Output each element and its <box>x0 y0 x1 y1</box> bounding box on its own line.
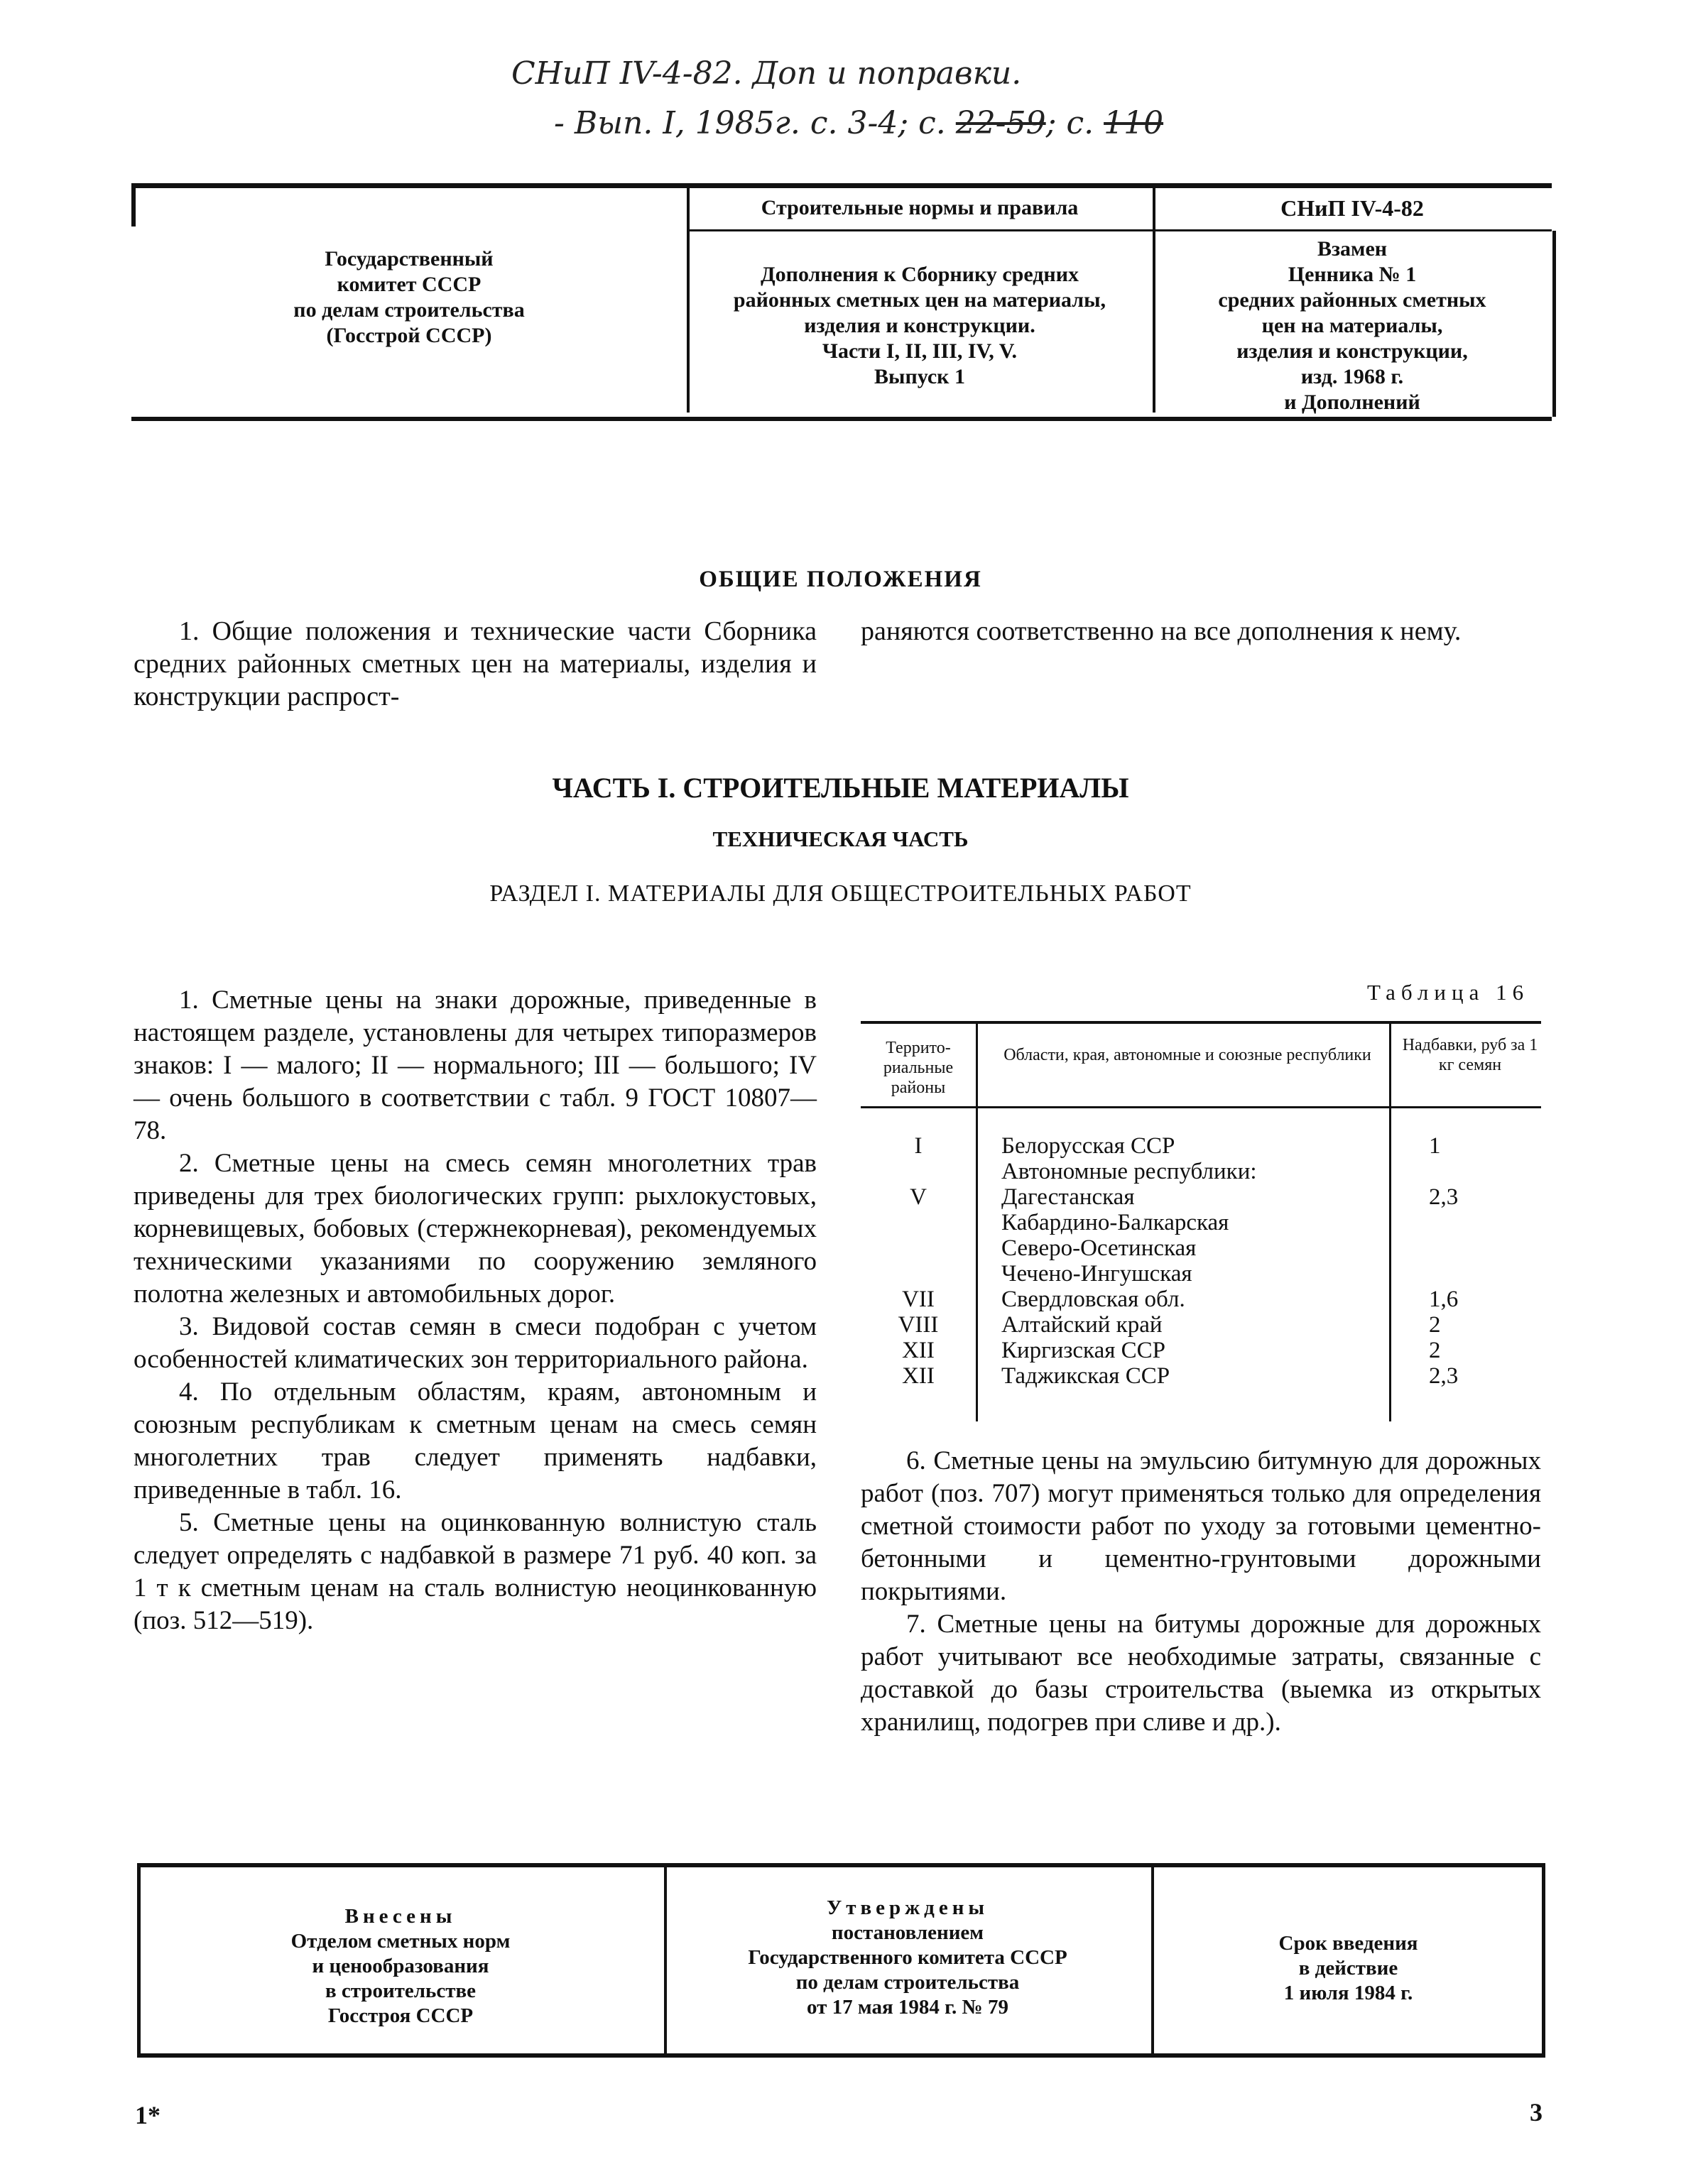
table-cell-name: Киргизская ССР <box>1001 1338 1166 1363</box>
table-cell-name: Чечено-Ингушская <box>1001 1261 1192 1287</box>
tech-heading: ТЕХНИЧЕСКАЯ ЧАСТЬ <box>712 826 969 851</box>
right-column <box>861 1445 1541 1739</box>
table-cell-name: Автономные республики: <box>1001 1159 1257 1184</box>
general-text-right: раняются соответственно на все дополнения к нему. <box>861 616 1462 646</box>
table-cell-name: Таджикская ССР <box>1001 1363 1170 1389</box>
table-cell-name: Белорусская ССР <box>1001 1133 1175 1159</box>
table-cell-region: VII <box>902 1287 935 1312</box>
paragraph-1: 1. Сметные цены на знаки дорожные, приведенные в настоящем разделе, установлены для четырех типоразмеров знаков: I — малого; II — нормального; III — большого; IV — очень большого в соответствии с табл. 9 ГОСТ 10807—78. <box>134 985 817 1145</box>
handwritten-note-line1: СНиП IV-4-82. Доп и поправки. <box>511 55 1022 92</box>
introduced-by: Внесены Отделом сметных норм и ценообразования в строительстве Госстроя СССР <box>290 1905 511 2027</box>
paragraph-3: 3. Видовой состав семян в смеси подобран с учетом особенностей климатических зон территориального района. <box>134 1312 817 1374</box>
section-heading: РАЗДЕЛ I. МАТЕРИАЛЫ ДЛЯ ОБЩЕСТРОИТЕЛЬНЫХ РАБОТ <box>489 880 1192 907</box>
handwritten-note-line2: - Вып. I, 1985г. с. 3-4; с. 22-59; с. 110 <box>554 105 1164 141</box>
paragraph-5: 5. Сметные цены на оцинкованную волнистую сталь следует определять с надбавкой в размере 71 руб. 40 коп. за 1 т к сметным ценам на сталь волнистую неоцинкованную (поз. 512—519). <box>134 1508 817 1635</box>
replaces-note: Взамен Ценника № 1 средних районных сметных цен на материалы, изделия и конструкции, изд. 1968 г. и Дополнений <box>1218 237 1486 414</box>
table-cell-region: XII <box>902 1363 935 1389</box>
table-header-name: Области, края, автономные и союзные республики <box>1003 1046 1371 1064</box>
table-header-region: Террито-риальные районы <box>883 1039 954 1097</box>
table-cell-name: Алтайский край <box>1001 1312 1163 1338</box>
table-cell-value: 2,3 <box>1429 1184 1459 1210</box>
table-cell-region: V <box>910 1184 927 1210</box>
table-cell-value: 1 <box>1429 1133 1441 1159</box>
footer-table <box>137 1863 1545 2058</box>
table-cell-value: 1,6 <box>1429 1287 1459 1312</box>
page-number: 3 <box>1530 2098 1543 2126</box>
effective-date: Срок введения в действие 1 июля 1984 г. <box>1278 1932 1418 2004</box>
general-heading: ОБЩИЕ ПОЛОЖЕНИЯ <box>699 567 982 592</box>
table-cell-value: 2,3 <box>1429 1363 1459 1389</box>
document-type: Строительные нормы и правила <box>761 196 1079 219</box>
left-column <box>134 984 817 1637</box>
issuing-authority: Государственный комитет СССР по делам строительства (Госстрой СССР) <box>293 247 525 347</box>
paragraph-6: 6. Сметные цены на эмульсию битумную для дорожных работ (поз. 707) могут применяться только для определения сметной стоимости работ по уходу за готовыми цементно-бетонными и цементно-грунтовыми дорожными покрытиями. <box>861 1446 1541 1606</box>
table-cell-value: 2 <box>1429 1312 1441 1338</box>
table-caption: Таблица 16 <box>1367 980 1530 1005</box>
paragraph-2: 2. Сметные цены на смесь семян многолетних трав приведены для трех биологических групп: рыхлокустовых, корневищевых, бобовых (стержнекорневая), рекомендуемых техническими указаниями по сооружению земляного полотна железных и автомобильных дорог. <box>134 1149 817 1309</box>
table-cell-name: Свердловская обл. <box>1001 1287 1185 1312</box>
document-code: СНиП IV-4-82 <box>1280 195 1424 221</box>
table-cell-value: 2 <box>1429 1338 1441 1363</box>
table-cell-name: Кабардино-Балкарская <box>1001 1210 1229 1235</box>
general-text-left: 1. Общие положения и технические части Сборника средних районных сметных цен на материалы, изделия и конструкции распрост- <box>134 616 817 711</box>
table-cell-name: Северо-Осетинская <box>1001 1235 1197 1261</box>
table-cell-region: I <box>914 1133 923 1159</box>
part-title: ЧАСТЬ I. СТРОИТЕЛЬНЫЕ МАТЕРИАЛЫ <box>552 772 1129 804</box>
table-16 <box>861 1021 1541 1421</box>
sheet-signature: 1* <box>135 2101 161 2129</box>
table-cell-name: Дагестанская <box>1001 1184 1135 1210</box>
paragraph-7: 7. Сметные цены на битумы дорожные для дорожных работ учитывают все необходимые затраты, связанные с доставкой до базы строительства (выемка из открытых хранилищ, подогрев при сливе и др.). <box>861 1610 1541 1737</box>
paragraph-4: 4. По отдельным областям, краям, автономным и союзным республикам к сметным ценам на смесь семян многолетних трав следует применять надбавки, приведенные в табл. 16. <box>134 1377 817 1505</box>
table-cell-region: XII <box>902 1338 935 1363</box>
table-header-value: Надбавки, руб за 1 кг семян <box>1402 1036 1538 1074</box>
approved-by: Утверждены постановлением Государственного комитета СССР по делам строительства от 17 мая 1984 г. № 79 <box>748 1896 1067 2019</box>
document-title: Дополнения к Сборнику средних районных сметных цен на материалы, изделия и конструкции. Части I, II, III, IV, V. Выпуск 1 <box>733 263 1106 388</box>
header-table <box>131 183 1552 421</box>
table-cell-region: VIII <box>898 1312 939 1338</box>
